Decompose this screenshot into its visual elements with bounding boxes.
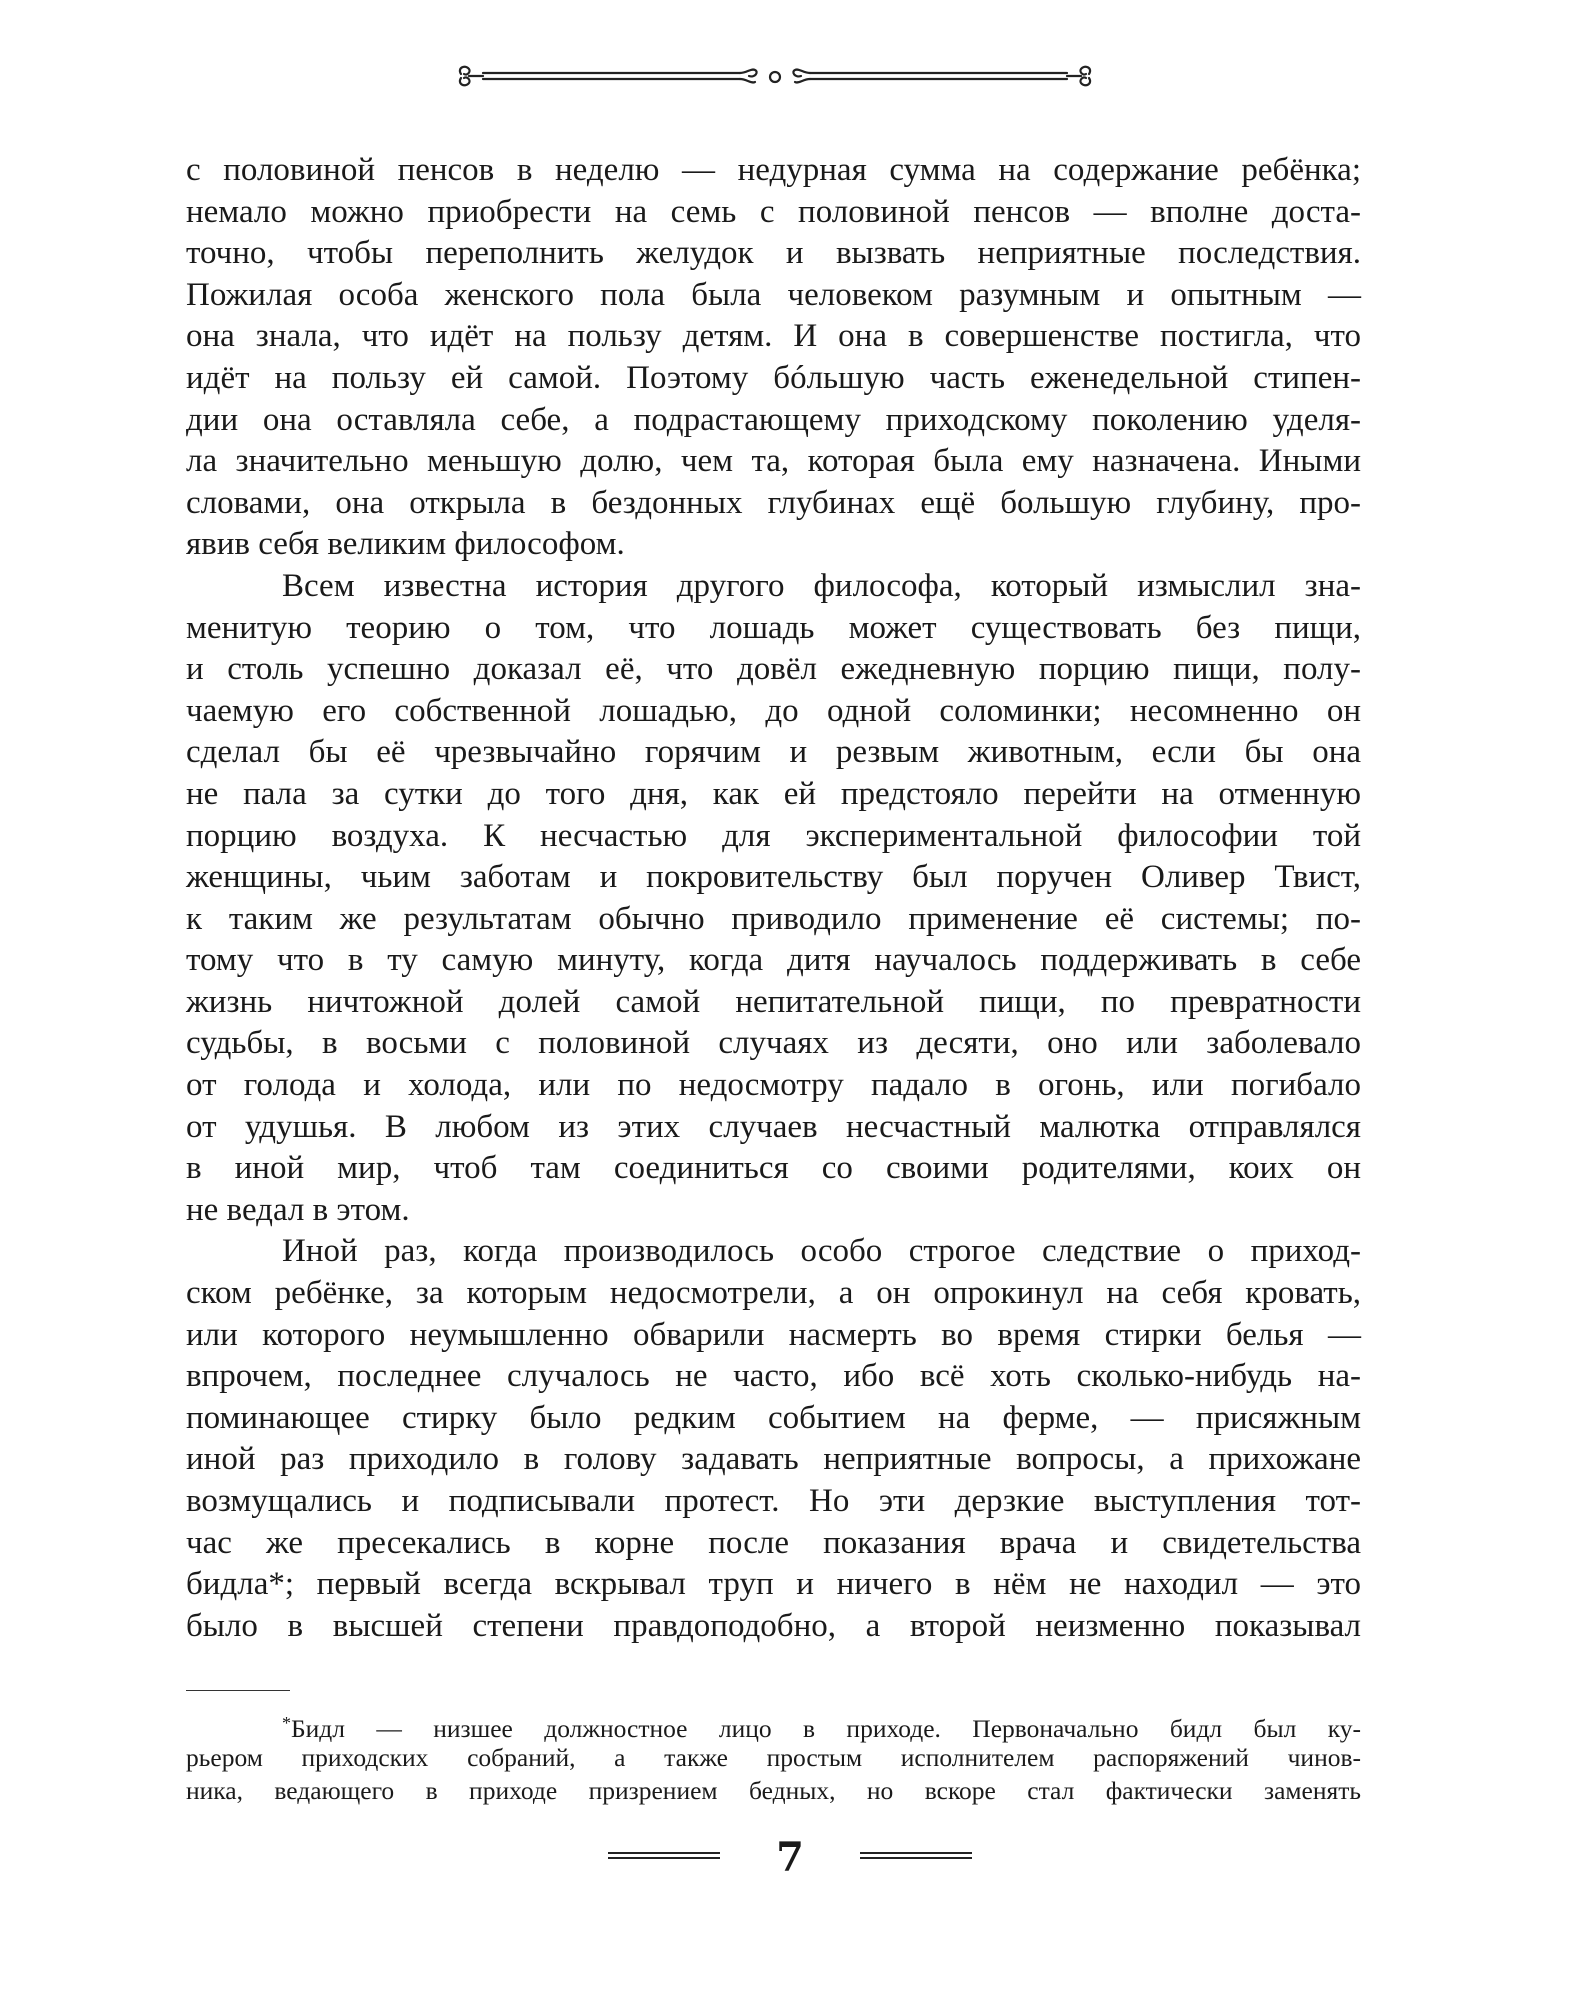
text-line: не ведал в этом. xyxy=(186,1191,410,1228)
text-line: точно, чтобы переполнить желудок и вызвать неприятные последствия. xyxy=(186,235,1361,272)
text-line: иной раз приходило в голову задавать неприятные вопросы, а прихожане xyxy=(186,1441,1361,1478)
footnote-line: ника, ведающего в приходе призрением бедных, но вскоре стал фактически заменять xyxy=(186,1776,1361,1805)
text-line: Всем известна история другого философа, который измыслил зна- xyxy=(282,567,1361,604)
text-line: Иной раз, когда производилось особо строгое следствие о приход- xyxy=(282,1233,1361,1270)
text-line: и столь успешно доказал её, что довёл ежедневную порцию пищи, полу- xyxy=(186,651,1361,688)
text-line: поминающее стирку было редким событием на ферме, — присяжным xyxy=(186,1399,1361,1436)
text-line: бидла*; первый всегда вскрывал труп и ничего в нём не находил — это xyxy=(186,1566,1361,1603)
text-line: тому что в ту самую минуту, когда дитя научалось поддерживать в себе xyxy=(186,942,1361,979)
text-line: словами, она открыла в бездонных глубинах ещё большую глубину, про- xyxy=(186,484,1361,521)
text-line: явив себя великим философом. xyxy=(186,526,625,563)
page-number: 7 xyxy=(776,1834,804,1881)
text-line: ском ребёнке, за которым недосмотрели, а он опрокинул на себя кровать, xyxy=(186,1275,1361,1312)
text-line: порцию воздуха. К несчастью для экспериментальной философии той xyxy=(186,817,1361,854)
paragraph-3 xyxy=(186,1231,1361,1647)
text-line: к таким же результатам обычно приводило применение её системы; по- xyxy=(186,900,1361,937)
footnote-line xyxy=(186,1707,1361,1741)
footnote xyxy=(186,1707,1361,1808)
text-line: менитую теорию о том, что лошадь может существовать без пищи, xyxy=(186,609,1361,646)
text-line: жизнь ничтожной долей самой непитательной пищи, по превратности xyxy=(186,983,1361,1020)
paragraph-1 xyxy=(186,150,1361,566)
text-line: от голода и холода, или по недосмотру падало в огонь, или погибало xyxy=(186,1067,1361,1104)
text-line: не пала за сутки до того дня, как ей предстояло перейти на отменную xyxy=(186,775,1361,812)
text-line: судьбы, в восьми с половиной случаях из десяти, оно или заболевало xyxy=(186,1025,1361,1062)
footnote-text: Бидл — низшее должностное лицо в приходе. Первоначально бидл был ку- xyxy=(291,1714,1361,1743)
text-line: она знала, что идёт на пользу детям. И она в совершенстве постигла, что xyxy=(186,318,1361,355)
text-line: или которого неумышленно обварили насмерть во время стирки белья — xyxy=(186,1316,1361,1353)
text-line: идёт на пользу ей самой. Поэтому бóльшую часть еженедельной стипен- xyxy=(186,359,1361,396)
text-line: немало можно приобрести на семь с половиной пенсов — вполне доста- xyxy=(186,193,1361,230)
main-text xyxy=(186,150,1361,1647)
text-line: ла значительно меньшую долю, чем та, которая была ему назначена. Иными xyxy=(186,443,1361,480)
page-number-block xyxy=(600,1830,980,1886)
text-line: впрочем, последнее случалось не часто, ибо всё хоть сколько-нибудь на- xyxy=(186,1358,1361,1395)
text-line: дии она оставляла себе, а подрастающему приходскому поколению уделя- xyxy=(186,401,1361,438)
folio-rule-left xyxy=(608,1852,720,1864)
text-line: с половиной пенсов в неделю — недурная сумма на содержание ребёнка; xyxy=(186,152,1361,188)
footnote-line: рьером приходских собраний, а также простым исполнителем распоряжений чинов- xyxy=(186,1742,1361,1772)
text-line: было в высшей степени правдоподобно, а второй неизменно показывал xyxy=(186,1607,1361,1644)
text-line: час же пресекались в корне после показания врача и свидетельства xyxy=(186,1524,1361,1561)
text-line: возмущались и подписывали протест. Но эти дерзкие выступления тот- xyxy=(186,1483,1361,1519)
text-line: сделал бы её чрезвычайно горячим и резвым животным, если бы она xyxy=(186,734,1361,771)
text-line: Пожилая особа женского пола была человеком разумным и опытным — xyxy=(186,276,1361,313)
footnote-marker: * xyxy=(282,1713,291,1733)
text-line: чаемую его собственной лошадью, до одной соломинки; несомненно он xyxy=(186,692,1361,729)
text-line: в иной мир, чтоб там соединиться со своими родителями, коих он xyxy=(186,1150,1361,1187)
folio-rule-right xyxy=(860,1852,972,1864)
text-line: от удушья. В любом из этих случаев несчастный малютка отправлялся xyxy=(186,1108,1361,1145)
text-line: женщины, чьим заботам и покровительству был поручен Оливер Твист, xyxy=(186,859,1361,896)
paragraph-2 xyxy=(186,566,1361,1232)
footnote-separator xyxy=(186,1690,290,1691)
header-ornament xyxy=(455,56,1095,96)
